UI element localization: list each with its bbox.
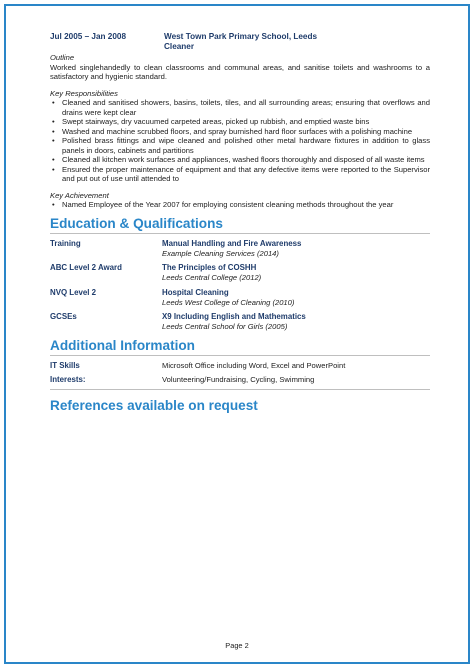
qualification-row: [50, 288, 430, 308]
info-row: [50, 375, 430, 385]
qualification-label: NVQ Level 2: [50, 287, 97, 297]
qualification-row: [50, 239, 430, 259]
cv-page: [4, 4, 470, 664]
job-employer: West Town Park Primary School, Leeds: [164, 32, 318, 41]
page-number: Page 2: [225, 641, 249, 650]
additional-list: [50, 361, 430, 390]
responsibilities-label: Key Responsibilities: [50, 88, 118, 98]
achievement-label: Key Achievement: [50, 190, 109, 200]
info-value: Volunteering/Fundraising, Cycling, Swimming: [162, 374, 315, 384]
list-item: • Swept stairways, dry vacuumed carpeted areas, picked up rubbish, and emptied waste bins: [62, 117, 430, 127]
job-entry: [50, 32, 430, 210]
outline-text: Worked singlehandedly to clean classrooms and communal areas, and sanitise toilets and washrooms to a satisfactory and hygienic standard.: [50, 62, 430, 81]
info-row: [50, 361, 430, 371]
page-content: [50, 32, 430, 420]
section-divider: [50, 389, 430, 390]
job-dates: Jul 2005 – Jan 2008: [50, 32, 127, 41]
achievements-list: [50, 200, 430, 210]
qualification-label: ABC Level 2 Award: [50, 263, 122, 272]
job-employer-block: [164, 32, 430, 52]
list-item: • Cleaned all kitchen work surfaces and appliances, washed floors thoroughly and disposed of all waste items: [62, 155, 430, 165]
qualification-title: Manual Handling and Fire Awareness: [162, 238, 302, 248]
qualification-label: GCSEs: [50, 312, 77, 321]
job-role: Cleaner: [164, 42, 195, 51]
list-item: • Named Employee of the Year 2007 for employing consistent cleaning methods throughout the year: [62, 200, 430, 210]
qualification-title: Hospital Cleaning: [162, 287, 229, 297]
qualification-institution: Leeds West College of Cleaning (2010): [162, 297, 295, 307]
responsibilities-list: [50, 98, 430, 184]
qualification-institution: Example Cleaning Services (2014): [162, 248, 279, 258]
education-list: [50, 239, 430, 332]
job-header: [50, 32, 430, 52]
additional-section-title: Additional Information: [50, 338, 430, 356]
info-label: IT Skills: [50, 360, 80, 370]
references-title: References available on request: [50, 397, 258, 413]
list-item: • Washed and machine scrubbed floors, and spray burnished hard floor surfaces with a polishing machine: [62, 127, 430, 137]
qualification-institution: Leeds Central College (2012): [162, 273, 262, 282]
qualification-label: Training: [50, 238, 81, 248]
info-value: Microsoft Office including Word, Excel and PowerPoint: [162, 360, 346, 370]
info-label: Interests:: [50, 374, 86, 384]
education-section-title: Education & Qualifications: [50, 216, 430, 234]
qualification-row: [50, 263, 430, 283]
qualification-row: [50, 312, 430, 332]
qualification-title: The Principles of COSHH: [162, 263, 257, 272]
qualification-institution: Leeds Central School for Girls (2005): [162, 322, 288, 331]
outline-label: Outline: [50, 53, 75, 62]
list-item: • Ensured the proper maintenance of equipment and that any defective items were reported to the Supervisor and put out of use until attended to: [62, 165, 430, 184]
list-item: • Polished brass fittings and wipe cleaned and polished other metal hardware fixtures in addition to glass panels in doors, cabinets and partitions: [62, 136, 430, 155]
list-item: • Cleaned and sanitised showers, basins, toilets, tiles, and all surrounding areas; ensuring that overflows and drains were kept clear: [62, 98, 430, 117]
qualification-title: X9 Including English and Mathematics: [162, 312, 306, 321]
